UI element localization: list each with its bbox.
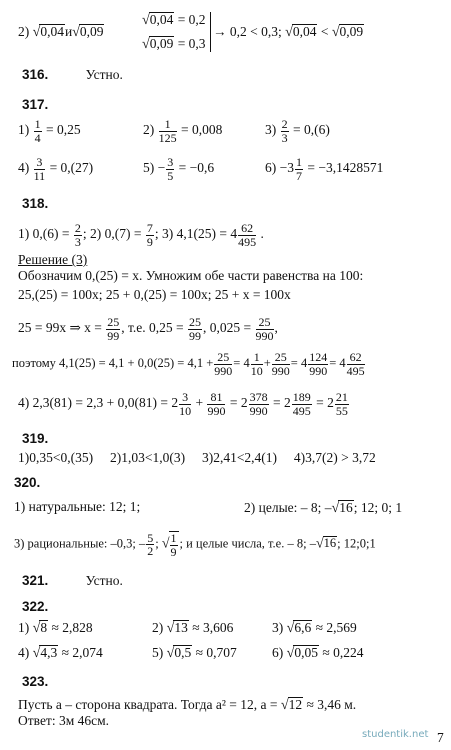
sqrt-icon: √ xyxy=(280,698,289,713)
numerator: 25 xyxy=(272,351,290,365)
denominator: 990 xyxy=(255,328,274,343)
result: = 0,008 xyxy=(181,122,223,138)
fraction xyxy=(292,391,312,417)
p323-answer: Ответ: 3м 46см. xyxy=(18,713,110,728)
p317-item-2 xyxy=(143,118,222,144)
radicand: 0,05 xyxy=(294,645,318,660)
sqrt-icon: √ xyxy=(161,536,170,552)
sqrt-icon: √ xyxy=(315,536,324,552)
p317-item-6 xyxy=(265,156,383,182)
text: , т.е. 0,25 = xyxy=(121,320,184,336)
result: ≈ 0,224 xyxy=(322,645,364,660)
value: = 0,3 xyxy=(177,36,206,51)
fraction xyxy=(169,531,179,558)
numerator: 1 xyxy=(159,118,177,132)
numerator: 1 xyxy=(251,351,263,365)
p323-line-1 xyxy=(18,697,356,713)
numerator: 1 xyxy=(34,117,41,131)
sqrt-icon: √ xyxy=(166,646,175,661)
numerator: 3 xyxy=(179,391,191,405)
p319-line: 1)0,35<0,(35) 2)1,03<1,0(3) 3)2,41<2,4(1) 4)3,7(2) > 3,72 xyxy=(18,450,376,465)
radicand: 12 xyxy=(288,697,303,712)
numerator: 7 xyxy=(146,221,153,235)
system-row-2 xyxy=(142,36,206,52)
denominator: 5 xyxy=(167,168,174,183)
text: ; xyxy=(155,536,159,551)
denominator: 990 xyxy=(249,403,268,418)
radicand: 0,5 xyxy=(174,645,192,660)
fraction xyxy=(34,156,46,182)
radicand: 0,04 xyxy=(292,24,317,39)
numerator: 1 xyxy=(170,531,177,545)
denominator: 99 xyxy=(107,328,120,343)
denominator: 11 xyxy=(33,168,46,183)
item-label: 6) xyxy=(272,645,284,660)
fraction xyxy=(214,351,232,377)
sqrt-icon: √ xyxy=(142,37,150,52)
fraction xyxy=(347,351,365,377)
sqrt-icon: √ xyxy=(285,25,293,40)
result: = 0,(27) xyxy=(49,160,94,176)
p318-sol-2: 25,(25) = 100x; 25 + 0,(25) = 100x; 25 + x = 100x xyxy=(18,287,291,302)
p322-item-1 xyxy=(18,620,93,636)
p318-sol-5 xyxy=(18,391,350,417)
result: ≈ 2,569 xyxy=(315,620,357,635)
sqrt-icon: √ xyxy=(166,621,175,636)
denominator: 7 xyxy=(296,168,302,183)
fraction xyxy=(34,118,42,144)
p321 xyxy=(22,574,123,588)
less-than: < xyxy=(320,24,329,39)
p317-item-4 xyxy=(18,156,93,182)
fraction xyxy=(179,391,191,417)
text: = 2 xyxy=(316,395,334,411)
text: + xyxy=(263,355,271,370)
fraction xyxy=(146,532,154,558)
fraction xyxy=(74,222,82,248)
numerator: 62 xyxy=(347,351,365,365)
item-label: 3) xyxy=(265,122,277,138)
fraction xyxy=(146,222,154,248)
denominator: 990 xyxy=(207,403,226,418)
numerator: 25 xyxy=(107,315,120,329)
denominator: 990 xyxy=(309,363,328,378)
fraction xyxy=(256,316,274,342)
denominator: 990 xyxy=(271,363,290,378)
p322-number: 322. xyxy=(22,599,49,614)
denominator: 495 xyxy=(238,234,257,249)
text: поэтому 4,1(25) = 4,1 + 0,0(25) = 4,1 + xyxy=(12,355,214,370)
text: ; 3) 4,1(25) = 4 xyxy=(154,226,238,242)
denominator: 99 xyxy=(189,328,202,343)
p322-item-3 xyxy=(272,620,357,636)
radicand: 0,04 xyxy=(149,12,174,27)
result: = −0,6 xyxy=(178,160,215,176)
p315-system xyxy=(142,12,211,52)
result: ≈ 3,606 xyxy=(192,620,234,635)
result: = −3,1428571 xyxy=(307,160,384,176)
denominator: 10 xyxy=(179,403,192,418)
denominator: 4 xyxy=(34,130,41,145)
numerator: 3 xyxy=(34,156,46,170)
p317-item-1 xyxy=(18,118,81,144)
numerator: 2 xyxy=(281,117,288,131)
text: 4) 2,3(81) = 2,3 + 0,0(81) = 2 xyxy=(18,395,179,411)
p322-item-5 xyxy=(152,645,237,661)
text: 2) целые: – 8; – xyxy=(244,500,332,515)
radicand: 0,09 xyxy=(149,36,174,51)
p320-rational xyxy=(14,531,376,558)
p317-item-5 xyxy=(143,156,214,182)
text: , 0,025 = xyxy=(203,320,252,336)
page-number: 7 xyxy=(437,730,444,745)
problem-text: Устно. xyxy=(85,573,123,588)
radicand: 0,04 xyxy=(40,24,64,39)
denominator: 55 xyxy=(335,403,348,418)
system-row-1 xyxy=(142,12,206,28)
numerator: 62 xyxy=(238,222,256,236)
item-label: 1) xyxy=(18,122,30,138)
fraction xyxy=(281,118,289,144)
p322-item-2 xyxy=(152,620,233,636)
p320-natural: 1) натуральные: 12; 1; xyxy=(14,499,141,514)
p322-item-6 xyxy=(272,645,363,661)
result: = 0,(6) xyxy=(293,122,330,138)
text: = 4 xyxy=(329,355,346,370)
text: ; 2) 0,(7) = xyxy=(82,226,142,242)
text: 25 = 99x ⇒ x = xyxy=(18,320,102,336)
text: Пусть a – сторона квадрата. Тогда a² = 12, a = xyxy=(18,697,278,712)
item-label: 2) xyxy=(18,24,30,39)
result: ≈ 2,074 xyxy=(61,645,103,660)
p318-number: 318. xyxy=(22,196,49,211)
radicand: 0,09 xyxy=(339,24,364,39)
item-label: 2) xyxy=(152,620,164,635)
fraction xyxy=(335,391,349,417)
fraction xyxy=(238,222,256,248)
denominator: 495 xyxy=(346,363,365,378)
denominator: 2 xyxy=(147,544,154,559)
fraction xyxy=(166,156,174,182)
sqrt-icon: √ xyxy=(32,646,41,661)
denominator: 9 xyxy=(170,544,177,559)
denominator: 125 xyxy=(158,130,177,145)
numerator: 378 xyxy=(249,390,268,404)
sqrt-icon: √ xyxy=(32,621,41,636)
watermark: studentik.net xyxy=(362,729,429,740)
conjunction: и xyxy=(64,24,73,39)
result: = 0,25 xyxy=(46,122,81,138)
radicand: 16 xyxy=(323,536,337,551)
problem-number: 321. xyxy=(22,573,49,588)
text: ; и целые числа, т.е. – 8; – xyxy=(179,536,316,551)
numerator: 5 xyxy=(147,530,154,545)
prefix: − xyxy=(157,160,166,176)
sqrt-icon: √ xyxy=(32,25,41,40)
solution-heading: Решение (3) xyxy=(18,252,88,267)
p317-item-3 xyxy=(265,118,330,144)
numerator: 25 xyxy=(256,316,274,330)
result: ≈ 2,828 xyxy=(51,620,93,635)
radicand: 8 xyxy=(40,620,48,635)
fraction xyxy=(106,316,120,342)
item-label: 4) xyxy=(18,160,30,176)
item-label: 6) xyxy=(265,160,277,176)
sqrt-icon: √ xyxy=(331,25,340,40)
radicand: 0,09 xyxy=(79,24,104,39)
radicand: 13 xyxy=(174,620,188,635)
denominator: 3 xyxy=(74,234,81,249)
text: = 2 xyxy=(272,395,291,411)
radicand: 16 xyxy=(339,500,353,515)
text: + xyxy=(195,395,204,411)
p317-number: 317. xyxy=(22,97,49,112)
denominator: 3 xyxy=(281,130,288,145)
item-label: 2) xyxy=(143,122,155,138)
denominator: 495 xyxy=(292,403,311,418)
text: ≈ 3,46 м. xyxy=(306,697,357,712)
p315-result xyxy=(213,24,364,40)
numerator: 21 xyxy=(335,390,348,404)
p315-line xyxy=(18,24,104,40)
radicand: 4,3 xyxy=(40,645,58,660)
sqrt-icon: √ xyxy=(142,13,150,28)
problem-number: 316. xyxy=(22,67,49,82)
numerator: 189 xyxy=(292,390,311,404)
text: ; 12;0;1 xyxy=(337,536,376,551)
p322-item-4 xyxy=(18,645,103,661)
value: = 0,2 xyxy=(177,12,206,27)
fraction xyxy=(207,391,225,417)
item-label: 5) xyxy=(152,645,164,660)
numerator: 3 xyxy=(167,155,174,169)
p318-line-1: 1) 0,(6) = $\frac{2}{3}$ ; 2) 0,(7) = $\frac{7}{9}$ ; 3) 4,1(25) = 4 $\frac{62}{495}$ . xyxy=(18,221,264,249)
numerator: 25 xyxy=(214,351,232,365)
fraction xyxy=(308,351,328,377)
fraction xyxy=(295,156,303,182)
text: = 4 xyxy=(290,355,308,370)
sqrt-icon: √ xyxy=(72,25,80,40)
text: ; 12; 0; 1 xyxy=(353,500,403,515)
p318-sol-4 xyxy=(12,351,366,377)
p319-number: 319. xyxy=(22,431,49,446)
text: 1) 0,(6) = xyxy=(18,226,70,242)
fraction xyxy=(251,351,263,377)
sqrt-icon: √ xyxy=(331,501,340,516)
fraction xyxy=(188,316,202,342)
item-label: 1) xyxy=(18,620,30,635)
p316 xyxy=(22,68,123,82)
numerator: 25 xyxy=(189,315,202,329)
item-label: 5) xyxy=(143,160,155,176)
text: = 2 xyxy=(229,395,248,411)
problem-text: Устно. xyxy=(85,67,123,82)
radicand: 6,6 xyxy=(294,620,312,635)
text: = 4 xyxy=(233,355,250,370)
prefix: −3 xyxy=(279,160,294,176)
fraction xyxy=(272,351,290,377)
p323-number: 323. xyxy=(22,674,49,689)
numerator: 1 xyxy=(296,155,302,169)
p318-sol-1: Обозначим 0,(25) = x. Умножим обе части равенства на 100: xyxy=(18,268,364,283)
denominator: 9 xyxy=(146,234,153,249)
denominator: 990 xyxy=(214,363,233,378)
p320-integers xyxy=(244,500,402,516)
item-label: 3) xyxy=(272,620,284,635)
numerator: 81 xyxy=(207,391,225,405)
numerator: 2 xyxy=(74,221,81,235)
item-label: 4) xyxy=(18,645,30,660)
result-text: → 0,2 < 0,3; xyxy=(213,24,282,39)
denominator: 10 xyxy=(250,363,263,378)
numerator: 124 xyxy=(309,350,328,364)
sqrt-icon: √ xyxy=(286,646,295,661)
fraction xyxy=(249,391,269,417)
sqrt-icon: √ xyxy=(286,621,295,636)
p320-number: 320. xyxy=(14,475,41,490)
result: ≈ 0,707 xyxy=(195,645,237,660)
p318-sol-3: 25 = 99x ⇒ x = $\frac{25}{99}$ , т.е. 0,25 = $\frac{25}{99}$ , 0,025 = $\frac{25}{990}$ , xyxy=(18,315,278,343)
fraction xyxy=(159,118,177,144)
text: 3) рациональные: –0,3; – xyxy=(14,536,146,551)
